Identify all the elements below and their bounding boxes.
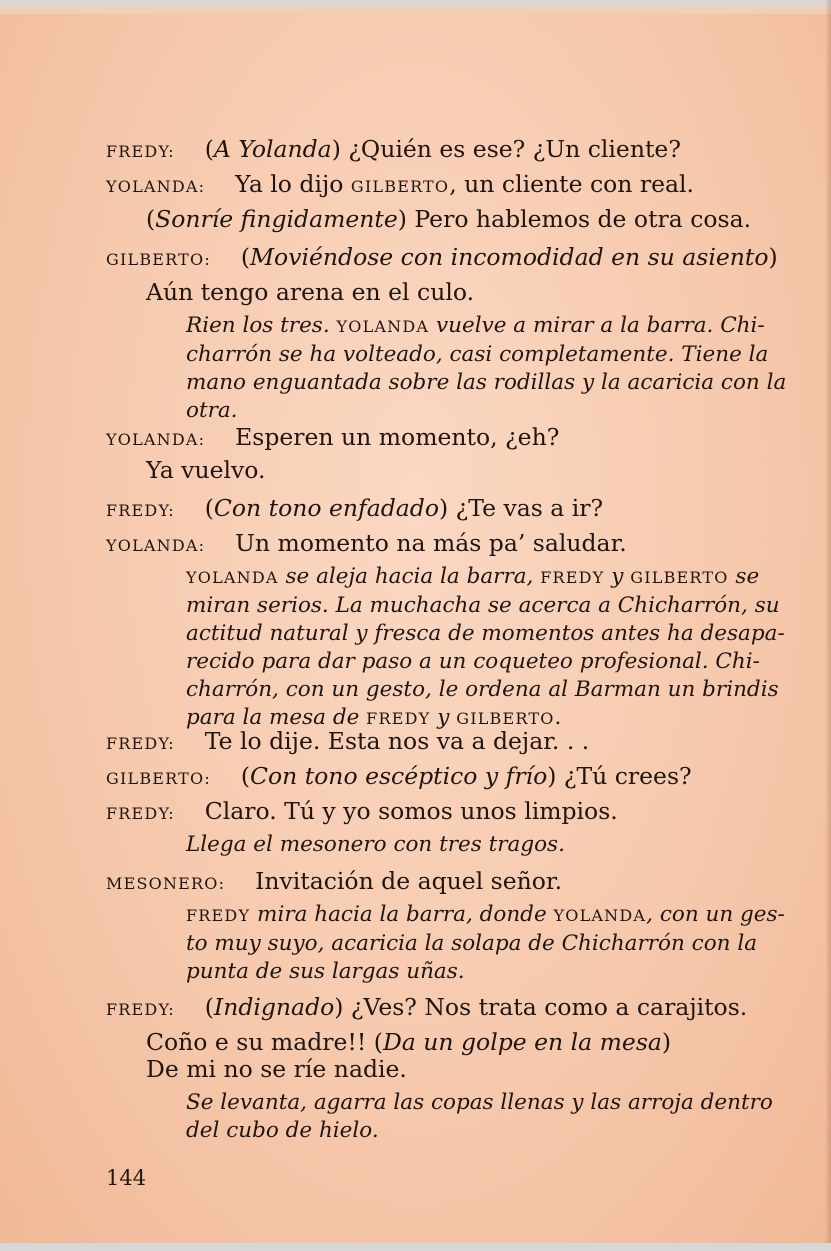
speaker-name: FREDY: bbox=[106, 734, 175, 753]
dialogue-line: FREDY: (A Yolanda) ¿Quién es ese? ¿Un cliente? bbox=[106, 135, 681, 163]
speaker-name: YOLANDA: bbox=[106, 430, 206, 449]
speaker-name: FREDY: bbox=[106, 142, 175, 161]
stage-direction: YOLANDA se aleja hacia la barra, FREDY y GILBERTO se miran serios. La muchacha se acerca a Chicharrón, su actitud natural y fresca de momentos antes ha desapa- recido para dar paso a un coqueteo profesional. Chi- charrón, con un gesto, le ordena al Barman un brindis para la mesa de FREDY y GILBERTO. bbox=[186, 564, 785, 730]
speaker-name: GILBERTO: bbox=[106, 250, 211, 269]
speaker-name: MESONERO: bbox=[106, 874, 226, 893]
dialogue-continuation: De mi no se ríe nadie. bbox=[146, 1055, 407, 1083]
speaker-name: FREDY: bbox=[106, 1000, 175, 1019]
dialogue-line: YOLANDA: Un momento na más pa’ saludar. bbox=[106, 529, 627, 557]
dialogue-continuation: Ya vuelvo. bbox=[146, 456, 266, 484]
dialogue-line: GILBERTO: (Con tono escéptico y frío) ¿Tú crees? bbox=[106, 762, 692, 790]
character-name: GILBERTO bbox=[350, 177, 450, 196]
speaker-name: YOLANDA: bbox=[106, 177, 206, 196]
page-number: 144 bbox=[106, 1166, 147, 1190]
dialogue-line: FREDY: Claro. Tú y yo somos unos limpios. bbox=[106, 797, 618, 825]
dialogue-line: YOLANDA: Esperen un momento, ¿eh? bbox=[106, 423, 560, 451]
speaker-name: FREDY: bbox=[106, 804, 175, 823]
dialogue-line: FREDY: (Con tono enfadado) ¿Te vas a ir? bbox=[106, 494, 604, 522]
dialogue-line: FREDY: Te lo dije. Esta nos va a dejar. . . bbox=[106, 727, 590, 755]
dialogue-continuation: Aún tengo arena en el culo. bbox=[146, 278, 475, 306]
dialogue-line: MESONERO: Invitación de aquel señor. bbox=[106, 867, 563, 895]
stage-direction: Rien los tres. YOLANDA vuelve a mirar a la barra. Chi- charrón se ha volteado, casi completamente. Tiene la mano enguantada sobre las rodillas y la acaricia con la otra. bbox=[186, 313, 787, 423]
dialogue-continuation: (Sonríe fingidamente) Pero hablemos de otra cosa. bbox=[146, 205, 752, 233]
page-bottom-edge bbox=[0, 1243, 831, 1251]
page-top-shadow bbox=[0, 0, 831, 14]
stage-direction: Se levanta, agarra las copas llenas y las arroja dentro del cubo de hielo. bbox=[186, 1090, 773, 1143]
dialogue-line: GILBERTO: (Moviéndose con incomodidad en su asiento) bbox=[106, 243, 778, 271]
speaker-name: FREDY: bbox=[106, 501, 175, 520]
page-edge-shadow bbox=[825, 0, 831, 1251]
stage-direction: FREDY mira hacia la barra, donde YOLANDA, con un ges- to muy suyo, acaricia la solapa de Chicharrón con la punta de sus largas uñas. bbox=[186, 902, 785, 984]
dialogue-line: YOLANDA: Ya lo dijo GILBERTO, un cliente con real. bbox=[106, 170, 695, 198]
dialogue-line: FREDY: (Indignado) ¿Ves? Nos trata como a carajitos. bbox=[106, 993, 748, 1021]
speaker-name: GILBERTO: bbox=[106, 769, 211, 788]
speaker-name: YOLANDA: bbox=[106, 536, 206, 555]
stage-direction: Llega el mesonero con tres tragos. bbox=[186, 832, 565, 857]
dialogue-continuation: Coño e su madre!! (Da un golpe en la mesa) bbox=[146, 1028, 672, 1056]
